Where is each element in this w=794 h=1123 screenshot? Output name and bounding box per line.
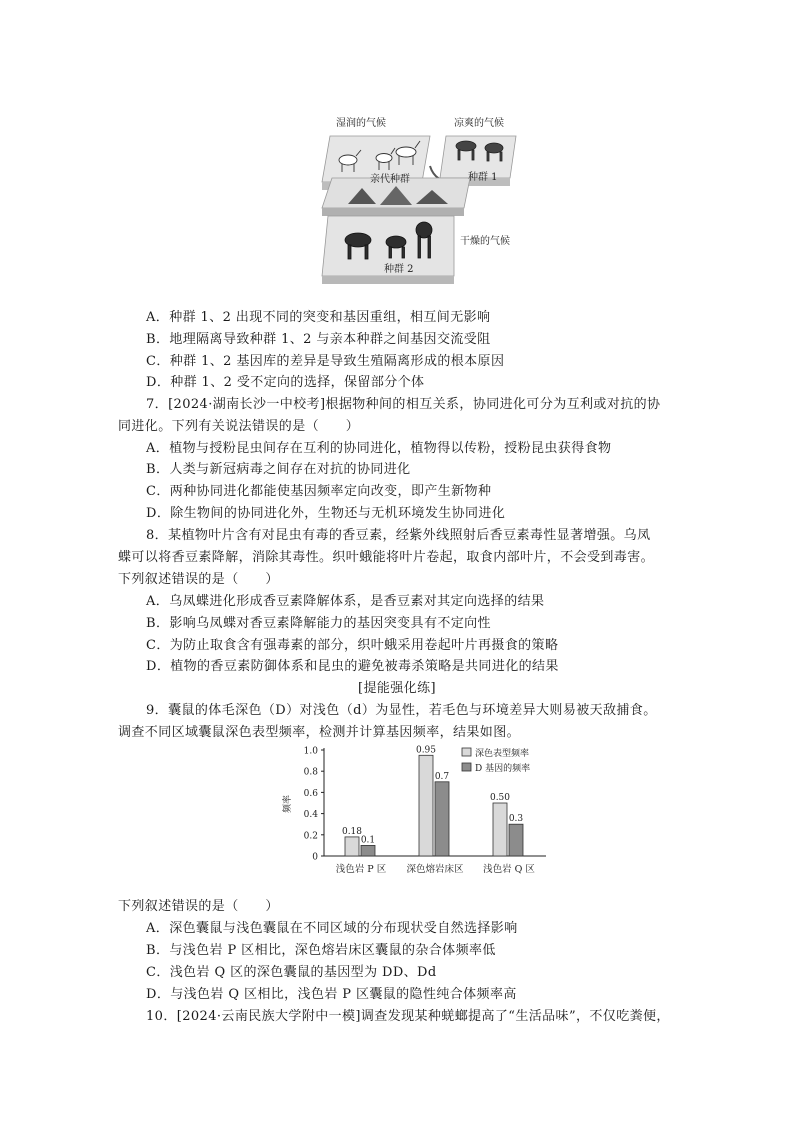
bar <box>509 824 523 856</box>
q10-stem-line-1: 10．[2024·云南民族大学附中一模]调查发现某种蜣螂提高了“生活品味”，不仅吃粪便， <box>146 1009 670 1024</box>
data-label: 0.1 <box>360 835 376 846</box>
label-population-1: 种群 1 <box>468 172 498 183</box>
frequency-bar-chart <box>280 744 560 896</box>
q7-stem-line-2: 同进化。下列有关说法错误的是（ ） <box>118 419 360 434</box>
y-tick-label: 0.2 <box>303 831 318 842</box>
q9-stem-line-2: 调查不同区域囊鼠深色表型频率，检测并计算基因频率，结果如图。 <box>118 725 521 740</box>
q8-option-d: D．植物的香豆素防御体系和昆虫的避免被毒杀策略是共同进化的结果 <box>146 659 559 674</box>
q9-option-c: C．浅色岩 Q 区的深色囊鼠的基因型为 DD、Dd <box>146 965 437 980</box>
x-tick-label: 浅色岩 P 区 <box>335 864 387 875</box>
q8-option-a: A．乌凤蝶进化形成香豆素降解体系，是香豆素对其定向选择的结果 <box>146 594 545 609</box>
q9-option-d: D．与浅色岩 Q 区相比，浅色岩 P 区囊鼠的隐性纯合体频率高 <box>146 987 517 1002</box>
q9-after-chart: 下列叙述错误的是（ ） <box>118 899 279 914</box>
bar <box>419 755 433 856</box>
bar <box>361 845 375 856</box>
legend-label: D 基因的频率 <box>475 764 531 774</box>
q7-option-a: A．植物与授粉昆虫间存在互利的协同进化，植物得以传粉，授粉昆虫获得食物 <box>146 441 612 456</box>
bar <box>435 782 449 856</box>
x-tick-label: 浅色岩 Q 区 <box>483 864 535 875</box>
q9-option-b: B．与浅色岩 P 区相比，深色熔岩床区囊鼠的杂合体频率低 <box>146 943 496 958</box>
q7-option-b: B．人类与新冠病毒之间存在对抗的协同进化 <box>146 462 411 477</box>
q8-stem-line-3: 下列叙述错误的是（ ） <box>118 572 279 587</box>
label-humid-climate: 湿润的气候 <box>336 118 386 129</box>
q7-option-c: C．两种协同进化都能使基因频率定向改变，即产生新物种 <box>146 484 492 499</box>
q7-option-d: D．除生物间的协同进化外，生物还与无机环境发生协同进化 <box>146 506 506 521</box>
bar <box>345 837 359 856</box>
q6-option-d: D．种群 1、2 受不定向的选择，保留部分个体 <box>146 375 425 390</box>
illustration-drawing <box>318 108 518 288</box>
data-label: 0.3 <box>508 814 524 825</box>
label-parent-population: 亲代种群 <box>370 174 410 185</box>
q6-option-b: B．地理隔离导致种群 1、2 与亲本种群之间基因交流受阻 <box>146 332 491 347</box>
y-tick-label: 1.0 <box>303 746 318 757</box>
q6-option-c: C．种群 1、2 基因库的差异是导致生殖隔离形成的根本原因 <box>146 354 505 369</box>
q8-stem-line-1: 8．某植物叶片含有对昆虫有毒的香豆素，经紫外线照射后香豆素毒性显著增强。乌凤 <box>146 528 651 543</box>
q8-option-c: C．为防止取食含有强毒素的部分，织叶蛾采用卷起叶片再摄食的策略 <box>146 638 559 653</box>
y-tick-label: 0.4 <box>303 810 318 821</box>
label-population-2: 种群 2 <box>384 264 414 275</box>
data-label: 0.18 <box>341 826 363 837</box>
speciation-illustration <box>318 108 518 288</box>
q8-stem-line-2: 蝶可以将香豆素降解，消除其毒性。织叶蛾能将叶片卷起，取食内部叶片，不会受到毒害。 <box>118 550 655 565</box>
bar <box>493 803 507 856</box>
y-tick-label: 0.6 <box>303 788 318 799</box>
label-dry-climate: 干燥的气候 <box>460 236 510 247</box>
q9-stem-line-1: 9．囊鼠的体毛深色（D）对浅色（d）为显性，若毛色与环境差异大则易被天敌捕食。 <box>146 703 657 718</box>
y-axis-label: 频率 <box>283 794 293 814</box>
q7-stem-line-1: 7．[2024·湖南长沙一中校考]根据物种间的相互关系，协同进化可分为互利或对抗的协 <box>146 397 661 412</box>
legend-swatch <box>462 763 471 771</box>
data-label: 0.7 <box>434 771 450 782</box>
y-tick-label: 0.8 <box>303 767 318 778</box>
legend-swatch <box>462 748 471 756</box>
q8-option-b: B．影响乌凤蝶对香豆素降解能力的基因突变具有不定向性 <box>146 616 491 631</box>
q6-option-a: A．种群 1、2 出现不同的突变和基因重组，相互间无影响 <box>146 310 491 325</box>
data-label: 0.50 <box>489 793 511 803</box>
bar-chart-svg <box>280 744 560 894</box>
section-title: [提能强化练] <box>358 681 436 696</box>
legend-label: 深色表型频率 <box>475 749 530 759</box>
x-tick-label: 深色熔岩床区 <box>406 864 464 875</box>
label-cool-climate: 凉爽的气候 <box>454 118 504 129</box>
q9-option-a: A．深色囊鼠与浅色囊鼠在不同区域的分布现状受自然选择影响 <box>146 921 518 936</box>
data-label: 0.95 <box>415 745 437 756</box>
y-tick-label: 0 <box>312 852 318 863</box>
